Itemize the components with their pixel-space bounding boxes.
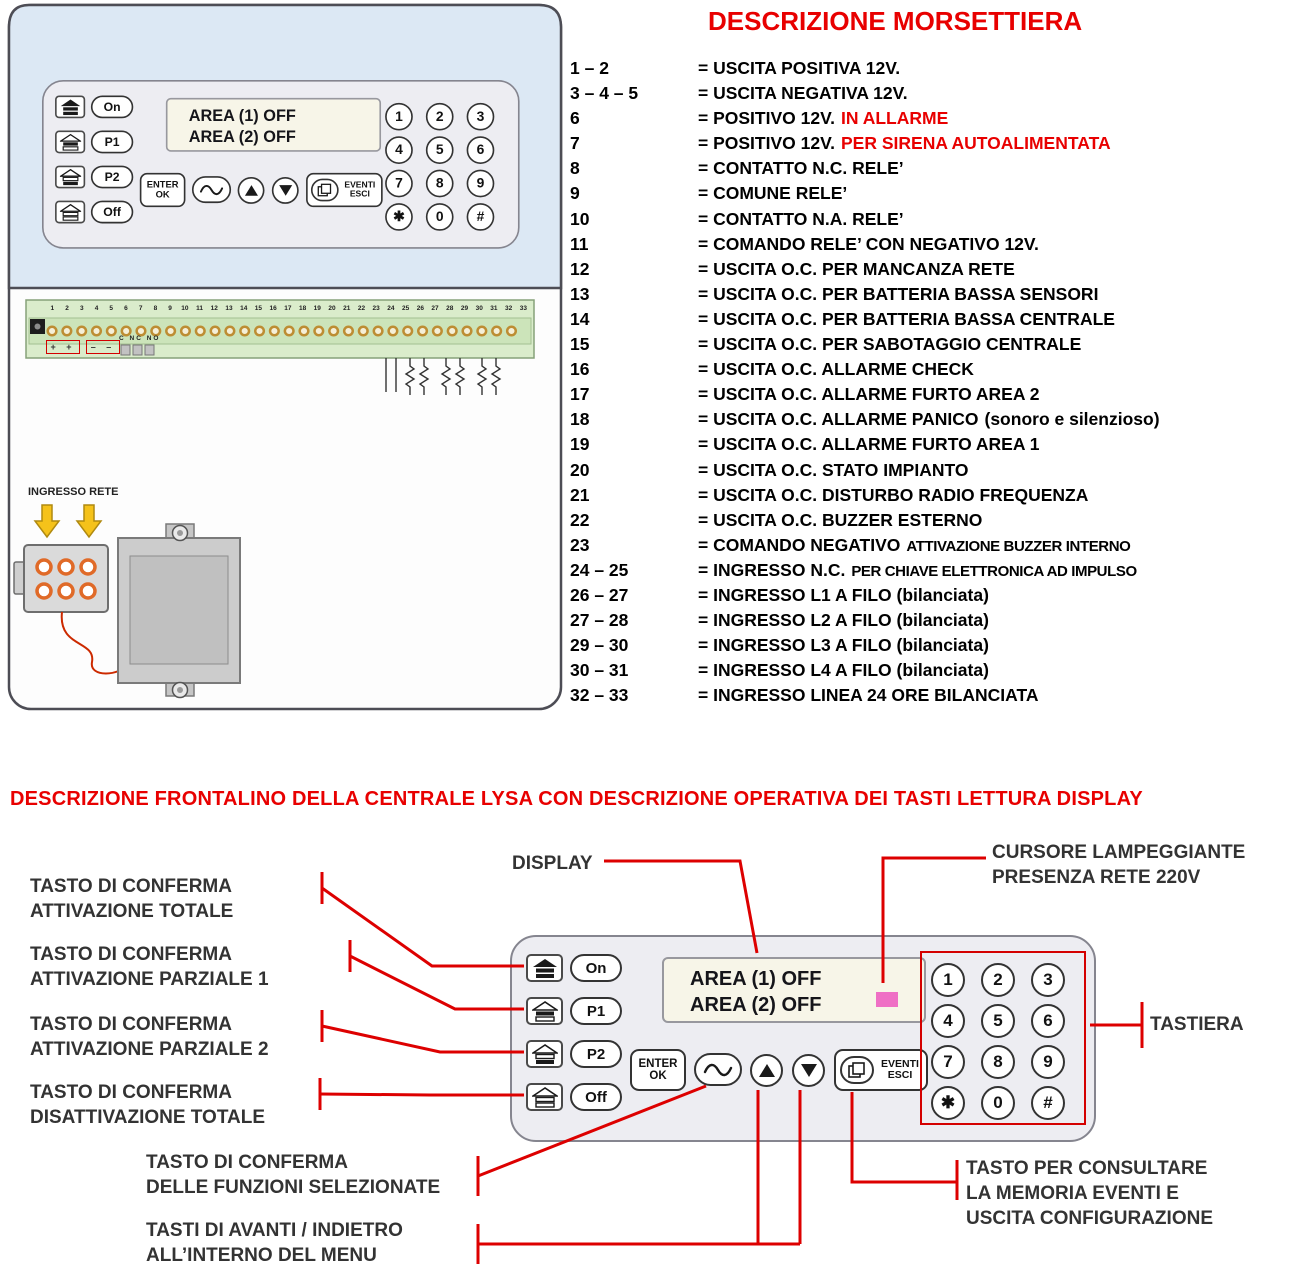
terminal-number: 27 – 28: [570, 610, 629, 631]
terminal-number-label: 8: [153, 305, 158, 312]
terminal-description: = INGRESSO L3 A FILO (bilanciata): [698, 635, 989, 656]
terminal-description-row: [570, 181, 1160, 206]
keypad-key[interactable]: 3: [1031, 963, 1065, 997]
display-line1: AREA (1) OFF: [188, 106, 296, 125]
terminal-number-label: 11: [196, 305, 203, 312]
eventi-esci-button[interactable]: [306, 173, 383, 207]
morsettiera-title: DESCRIZIONE MORSETTIERA: [708, 6, 1083, 36]
on-button[interactable]: On: [91, 95, 133, 118]
terminal-description: = USCITA NEGATIVA 12V.: [698, 83, 908, 104]
terminal-description: = USCITA O.C. STATO IMPIANTO: [698, 459, 969, 480]
terminal-number: 3 – 4 – 5: [570, 83, 639, 104]
terminal-description: = USCITA O.C. ALLARME CHECK: [698, 359, 974, 380]
terminal-number-label: 9: [168, 305, 172, 312]
keypad-key[interactable]: 8: [981, 1045, 1015, 1079]
up-arrow-button[interactable]: [238, 177, 265, 204]
keypad-key[interactable]: #: [467, 203, 495, 231]
enter-ok-button[interactable]: ENTER OK: [140, 173, 186, 207]
terminal-number-label: 2: [65, 305, 69, 312]
terminal-description-row: [570, 81, 1160, 106]
terminal-description-row: [570, 483, 1160, 508]
keypad-key[interactable]: 2: [981, 963, 1015, 997]
keypad-key[interactable]: 4: [931, 1004, 965, 1038]
disarm-row: [526, 1082, 622, 1112]
terminal-number: 13: [570, 283, 590, 304]
display-line1: AREA (1) OFF: [690, 968, 822, 990]
terminal-description-extra: ATTIVAZIONE BUZZER INTERNO: [906, 537, 1131, 555]
terminal-number: 32 – 33: [570, 685, 629, 706]
numeric-keypad: [920, 951, 1086, 1125]
terminal-description-row: [570, 357, 1160, 382]
callout-display: DISPLAY: [512, 853, 593, 874]
frontalino-title: DESCRIZIONE FRONTALINO DELLA CENTRALE LYSA CON DESCRIZIONE OPERATIVA DEI TASTI LETTURA DISPLAY: [10, 788, 1143, 810]
keypad-key[interactable]: 3: [467, 103, 495, 131]
transformer: [118, 524, 240, 698]
terminal-description: = POSITIVO 12V.: [698, 133, 835, 154]
callout-cursore: CURSORE LAMPEGGIANTE PRESENZA RETE 220V: [992, 842, 1246, 888]
terminal-number-label: 19: [313, 305, 321, 312]
terminal-description: = USCITA POSITIVA 12V.: [698, 58, 901, 78]
terminal-number-label: 33: [519, 305, 527, 312]
down-arrow-button[interactable]: [272, 177, 299, 204]
terminal-number: 24 – 25: [570, 559, 629, 580]
keypad-key[interactable]: 0: [981, 1086, 1015, 1120]
arm-partial2-row: [55, 165, 133, 189]
keypad-key[interactable]: 5: [426, 136, 454, 164]
terminal-description-extra: IN ALLARME: [841, 108, 949, 129]
terminal-number: 1 – 2: [570, 58, 609, 78]
key-squiggle-icon: [700, 1059, 736, 1081]
terminal-number-label: 20: [328, 305, 336, 312]
stacked-pages-icon: [840, 1056, 874, 1084]
terminal-number: 19: [570, 434, 590, 455]
terminal-description: = USCITA O.C. PER SABOTAGGIO CENTRALE: [698, 334, 1082, 355]
terminal-number-label: 31: [490, 305, 498, 312]
terminal-description-row: [570, 432, 1160, 457]
keypad-key[interactable]: 5: [981, 1004, 1015, 1038]
terminal-number: 6: [570, 108, 580, 129]
terminal-description: = INGRESSO N.C.: [698, 559, 846, 580]
terminal-number: 10: [570, 208, 590, 229]
terminal-description-extra: PER SIRENA AUTOALIMENTATA: [841, 133, 1111, 154]
down-arrow-button[interactable]: [792, 1054, 825, 1087]
terminal-number-label: 29: [460, 305, 469, 312]
terminal-number-label: 32: [505, 305, 513, 312]
terminal-description: = USCITA O.C. ALLARME FURTO AREA 1: [698, 434, 1040, 455]
terminal-number-label: 17: [284, 305, 292, 312]
keypad-key[interactable]: 9: [1031, 1045, 1065, 1079]
terminal-description-row: [570, 257, 1160, 282]
terminal-number-label: 3: [79, 305, 84, 312]
minus-terminals-label: – –: [86, 340, 120, 354]
numeric-keypad: [376, 93, 511, 235]
terminal-description-row: [570, 307, 1160, 332]
terminal-number-label: 5: [109, 305, 114, 312]
key-symbol-button[interactable]: [192, 176, 231, 203]
terminal-number-label: 10: [181, 305, 189, 312]
arm-partial2-icon: [526, 1040, 563, 1068]
terminal-description-row: [570, 232, 1160, 257]
keypad-key[interactable]: 8: [426, 170, 454, 198]
terminal-description-row: [570, 282, 1160, 307]
on-button[interactable]: On: [570, 954, 622, 982]
keypad-key[interactable]: 7: [931, 1045, 965, 1079]
arm-partial2-icon: [55, 166, 85, 189]
callout-funzioni: TASTO DI CONFERMA DELLE FUNZIONI SELEZIONATE: [146, 1152, 441, 1198]
triangle-down-icon: [800, 1063, 818, 1078]
terminal-number-label: 24: [387, 305, 395, 312]
keypad-key[interactable]: 6: [467, 136, 495, 164]
terminal-number-label: 28: [446, 305, 454, 312]
eventi-esci-button[interactable]: [834, 1049, 928, 1091]
terminal-number: 22: [570, 509, 590, 530]
keypad-key[interactable]: 1: [385, 103, 413, 131]
arm-total-row: [526, 953, 622, 983]
keypad-key[interactable]: #: [1031, 1086, 1065, 1120]
terminal-number: 14: [570, 308, 590, 329]
terminal-description-row: [570, 332, 1160, 357]
terminal-description-row: [570, 508, 1160, 533]
keypad-key[interactable]: ✱: [385, 203, 413, 231]
terminal-number-label: 14: [240, 305, 248, 312]
arm-partial1-icon: [526, 997, 563, 1025]
terminal-description-row: [570, 458, 1160, 483]
arm-off-icon: [526, 1083, 563, 1111]
key-symbol-button[interactable]: [694, 1053, 742, 1086]
terminal-description-row: [570, 207, 1160, 232]
arm-partial1-row: [526, 996, 622, 1026]
p1-button[interactable]: P1: [570, 997, 622, 1025]
terminal-number-label: 16: [269, 305, 277, 312]
terminal-description: = INGRESSO LINEA 24 ORE BILANCIATA: [698, 685, 1039, 706]
terminal-description: = INGRESSO L2 A FILO (bilanciata): [698, 610, 989, 631]
front-panel-small: [42, 80, 520, 249]
keypad-key[interactable]: ✱: [931, 1086, 965, 1120]
terminal-number-label: 6: [124, 305, 128, 312]
terminal-number-label: 27: [431, 305, 439, 312]
p2-button[interactable]: P2: [570, 1040, 622, 1068]
display-line2: AREA (2) OFF: [690, 994, 822, 1016]
stacked-pages-icon: [311, 179, 339, 202]
terminal-number: 23: [570, 534, 590, 555]
arm-off-icon: [55, 201, 85, 224]
terminal-description-row: [570, 608, 1160, 633]
arm-total-icon: [55, 95, 85, 118]
terminal-number: 30 – 31: [570, 660, 629, 681]
callout-attivazione-parziale-1: TASTO DI CONFERMA ATTIVAZIONE PARZIALE 1: [30, 944, 269, 990]
terminal-description: = USCITA O.C. BUZZER ESTERNO: [698, 509, 983, 530]
arm-partial1-icon: [55, 131, 85, 154]
terminal-number-label: 13: [225, 305, 233, 312]
terminal-description-row: [570, 382, 1160, 407]
terminal-number: 11: [570, 233, 589, 254]
arm-partial1-row: [55, 130, 133, 154]
callout-avanti-indietro: TASTI DI AVANTI / INDIETRO ALL’INTERNO DEL MENU: [146, 1220, 403, 1266]
callout-tastiera: TASTIERA: [1150, 1014, 1244, 1035]
terminal-description: = CONTATTO N.A. RELE’: [698, 208, 904, 229]
keypad-key[interactable]: 7: [385, 170, 413, 198]
terminal-number-label: 26: [416, 305, 424, 312]
terminal-number: 29 – 30: [570, 635, 629, 656]
enter-ok-button[interactable]: ENTER OK: [630, 1049, 686, 1091]
terminal-number: 17: [570, 384, 590, 405]
terminal-description: = POSITIVO 12V.: [698, 108, 835, 129]
terminal-number-label: 21: [343, 305, 351, 312]
eventi-esci-label: EVENTI ESCI: [344, 179, 376, 199]
keypad-key[interactable]: 1: [931, 963, 965, 997]
terminal-description: = USCITA O.C. ALLARME PANICO: [698, 409, 979, 430]
terminal-description: = USCITA O.C. PER BATTERIA BASSA SENSORI: [698, 283, 1099, 304]
terminal-number-label: 15: [254, 305, 263, 312]
terminal-number-label: 7: [138, 305, 143, 312]
p2-button[interactable]: P2: [91, 166, 133, 189]
terminal-description: = USCITA O.C. DISTURBO RADIO FREQUENZA: [698, 484, 1089, 505]
terminal-description-row: [570, 583, 1160, 608]
arm-total-row: [55, 95, 133, 119]
terminal-number-label: 22: [357, 305, 366, 312]
triangle-up-icon: [244, 184, 259, 196]
terminal-description: = COMUNE RELE’: [698, 183, 848, 204]
off-button[interactable]: Off: [570, 1083, 622, 1111]
mains-cursor: [876, 992, 898, 1007]
off-button[interactable]: Off: [91, 201, 133, 224]
terminal-number: 18: [570, 409, 590, 430]
disarm-row: [55, 200, 133, 224]
keypad-key[interactable]: 9: [467, 170, 495, 198]
arm-partial2-row: [526, 1039, 622, 1069]
terminal-number: 12: [570, 258, 590, 279]
front-panel-large: [510, 935, 1096, 1142]
plus-terminals-label: + +: [46, 340, 80, 354]
p1-button[interactable]: P1: [91, 131, 133, 154]
terminal-number: 8: [570, 158, 580, 179]
terminal-number: 20: [570, 459, 590, 480]
relay-terminals-label: C NC NO: [119, 335, 161, 342]
terminal-description-row: [570, 683, 1160, 708]
callout-memoria-eventi: TASTO PER CONSULTARE LA MEMORIA EVENTI E USCITA CONFIGURAZIONE: [966, 1158, 1213, 1229]
callout-attivazione-parziale-2: TASTO DI CONFERMA ATTIVAZIONE PARZIALE 2: [30, 1014, 269, 1060]
terminal-description: = COMANDO RELE’ CON NEGATIVO 12V.: [698, 233, 1039, 254]
terminal-number: 16: [570, 359, 590, 380]
keypad-key[interactable]: 0: [426, 203, 454, 231]
callout-disattivazione-totale: TASTO DI CONFERMA DISATTIVAZIONE TOTALE: [30, 1082, 266, 1128]
terminal-description-row: [570, 658, 1160, 683]
mains-input-label: INGRESSO RETE: [28, 486, 119, 498]
terminal-description: = INGRESSO L4 A FILO (bilanciata): [698, 660, 989, 681]
terminal-description-row: [570, 558, 1160, 583]
terminal-number-label: 25: [401, 305, 410, 312]
terminal-number: 26 – 27: [570, 584, 629, 605]
terminal-number-label: 12: [210, 305, 218, 312]
terminal-number-label: 1: [50, 305, 55, 312]
terminal-description-extra: (sonoro e silenzioso): [984, 409, 1160, 430]
terminal-number: 15: [570, 334, 590, 355]
terminal-number: 9: [570, 183, 580, 204]
terminal-number-label: 23: [372, 305, 380, 312]
terminal-number-label: 18: [298, 305, 307, 312]
terminal-description: = INGRESSO L1 A FILO (bilanciata): [698, 584, 989, 605]
terminal-number-label: 4: [94, 305, 99, 312]
terminal-number: 21: [570, 484, 590, 505]
relay-contacts: [121, 345, 154, 355]
terminal-number: 7: [570, 133, 580, 154]
terminal-number-label: 30: [475, 305, 483, 312]
eventi-esci-label: EVENTI ESCI: [881, 1057, 919, 1081]
terminal-description-row: [570, 407, 1160, 432]
terminal-description: = CONTATTO N.C. RELE’: [698, 158, 904, 179]
keypad-key[interactable]: 6: [1031, 1004, 1065, 1038]
terminal-description-row: [570, 156, 1160, 181]
triangle-up-icon: [758, 1063, 776, 1078]
terminal-description-row: [570, 533, 1160, 558]
keypad-key[interactable]: 2: [426, 103, 454, 131]
key-squiggle-icon: [197, 181, 226, 199]
display-line2: AREA (2) OFF: [188, 128, 296, 147]
keypad-key[interactable]: 4: [385, 136, 413, 164]
terminal-description-row: [570, 56, 1160, 81]
terminal-description: = USCITA O.C. PER MANCANZA RETE: [698, 258, 1015, 279]
terminal-description-row: [570, 633, 1160, 658]
triangle-down-icon: [278, 184, 293, 196]
terminal-description: = USCITA O.C. PER BATTERIA BASSA CENTRALE: [698, 308, 1115, 329]
callout-attivazione-totale: TASTO DI CONFERMA ATTIVAZIONE TOTALE: [30, 876, 234, 922]
terminal-description-extra: PER CHIAVE ELETTRONICA AD IMPULSO: [851, 562, 1137, 580]
terminal-description: = COMANDO NEGATIVO: [698, 534, 901, 555]
terminal-description: = USCITA O.C. ALLARME FURTO AREA 2: [698, 384, 1040, 405]
lcd-display: [662, 957, 926, 1023]
lcd-display: [166, 98, 381, 152]
morsettiera-list: [570, 56, 1160, 708]
terminal-description-row: [570, 106, 1160, 131]
up-arrow-button[interactable]: [750, 1054, 783, 1087]
arm-total-icon: [526, 954, 563, 982]
terminal-numbers-row: [45, 305, 531, 312]
terminal-description-row: [570, 131, 1160, 156]
